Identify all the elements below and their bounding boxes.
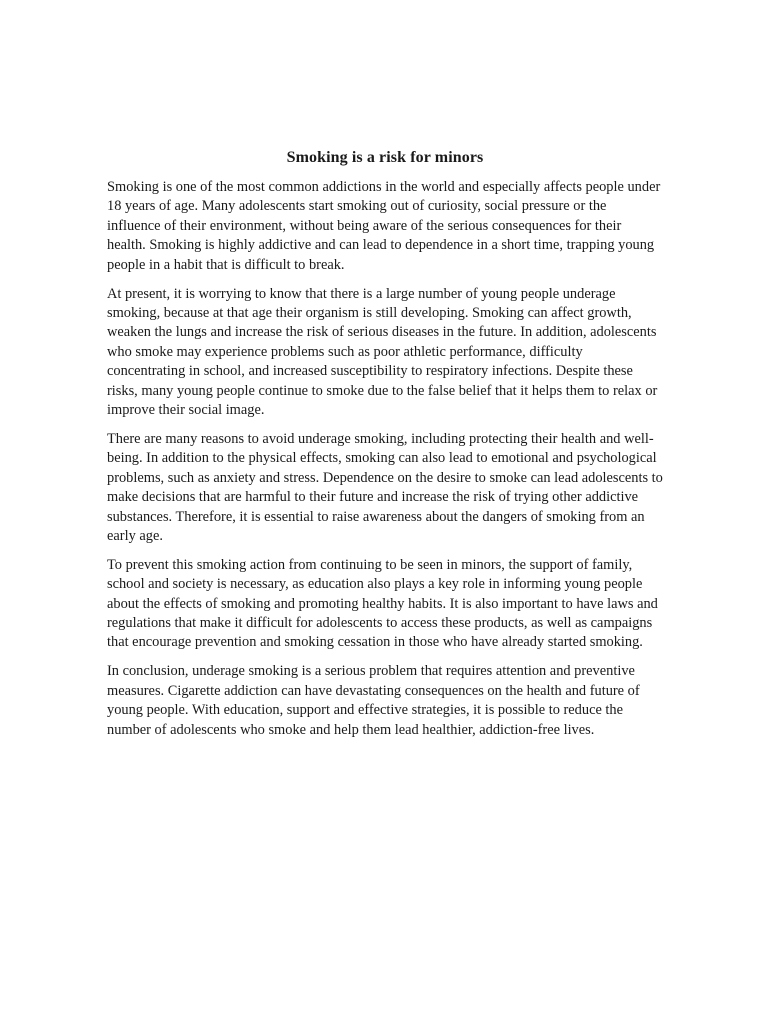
paragraph-conclusion: In conclusion, underage smoking is a serious problem that requires attention and preventive measures. Cigarette addiction can have devastating consequences on the health and future of young people. With education, support and effective strategies, it is possible to reduce the number of adolescents who smoke and help them lead healthier, addiction-free lives.	[107, 663, 640, 738]
paragraph-introduction: Smoking is one of the most common addictions in the world and especially affects people under 18 years of age. Many adolescents start smoking out of curiosity, social pressure or the influence of their environment, without being aware of the serious consequences for their health. Smoking is highly addictive and can lead to dependence in a short time, trapping young people in a habit that is difficult to break.	[107, 179, 661, 273]
paragraph-present-situation: At present, it is worrying to know that there is a large number of young people underage smoking, because at that age their organism is still developing. Smoking can affect growth, weaken the lungs and increase the risk of serious diseases in the future. In addition, adolescents who smoke may experience problems such as poor athletic performance, difficulty concentrating in school, and increased susceptibility to respiratory infections. Despite these risks, many young people continue to smoke due to the false belief that it helps them to relax or improve their social image.	[107, 285, 658, 418]
paragraph-prevention: To prevent this smoking action from continuing to be seen in minors, the support of family, school and society is necessary, as education also plays a key role in informing young people about the effects of smoking and promoting healthy habits. It is also important to have laws and regulations that make it difficult for adolescents to access these products, as well as campaigns that encourage prevention and smoking cessation in those who have already started smoking.	[107, 556, 658, 651]
document-body	[107, 146, 663, 749]
document-title: Smoking is a risk for minors	[286, 149, 484, 166]
paragraph-reasons: There are many reasons to avoid underage smoking, including protecting their health and well-being. In addition to the physical effects, smoking can also lead to emotional and psychological problems, such as anxiety and stress. Dependence on the desire to smoke can lead adolescents to make decisions that are harmful to their future and increase the risk of trying other addictive substances. Therefore, it is essential to raise awareness about the dangers of smoking from an early age.	[107, 430, 663, 544]
